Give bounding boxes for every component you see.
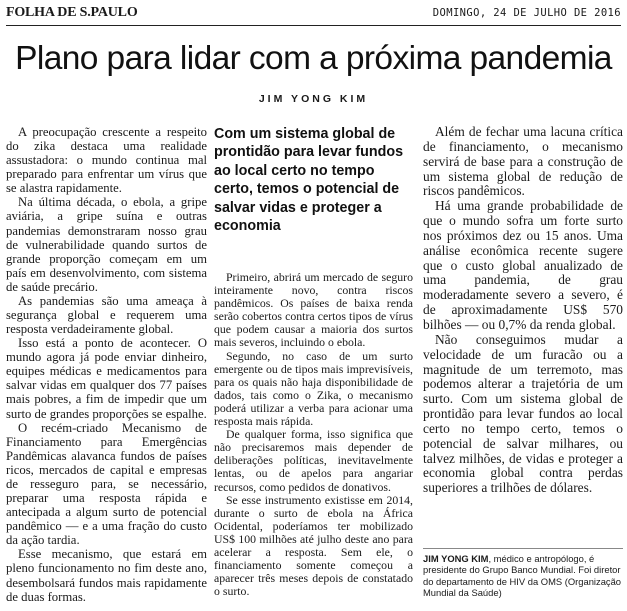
- article-byline: JIM YONG KIM: [258, 93, 369, 105]
- article-headline: Plano para lidar com a próxima pandemia: [15, 40, 612, 77]
- article-column-3: [423, 125, 623, 496]
- body-paragraph: Esse mecanismo, que estará em pleno funcionamento no fim deste ano, desembolsará fundos mais rapidamente de duas formas.: [6, 547, 207, 604]
- body-paragraph: Primeiro, abrirá um mercado de seguro inteiramente novo, contra riscos pandêmicos. Os países de baixa renda serão cobertos contra certos tipos de vírus que podem causar a maioria dos surtos mais severos, incluindo o ebola.: [214, 270, 413, 350]
- masthead: [6, 4, 621, 26]
- body-paragraph: As pandemias são uma ameaça à segurança global e requerem uma resposta verdadeiramente global.: [6, 293, 207, 337]
- body-paragraph: O recém-criado Mecanismo de Financiamento para Emergências Pandêmicas alavanca fundos de países ricos, mercados de capital e empresas de resseguro para, se necessário, preparar uma resposta rápida e antecipada a algum surto de potencial pandêmico — e a uma fração do custo da ação tardia.: [6, 420, 207, 548]
- body-paragraph: Isso está a ponto de acontecer. O mundo agora já pode enviar dinheiro, equipes médicas e medicamentos para salvar vidas em qualquer dos 77 países mais pobres, a fim de impedir que um surto de grandes proporções se espalhe.: [6, 336, 207, 421]
- body-paragraph: De qualquer forma, isso significa que não precisaremos mais depender de deliberações políticas, inevitavelmente lentas, ou de apelos para angariar recursos, como pedidos de donativos.: [214, 427, 413, 494]
- author-bio: [423, 548, 623, 599]
- article-column-2: [214, 271, 413, 598]
- newspaper-name: [6, 5, 138, 21]
- body-paragraph: A preocupação crescente a respeito do zika destaca uma realidade assustadora: o mundo continua mal preparado para enfrentar um vírus que se alastra rapidamente.: [6, 125, 207, 196]
- newspaper-name-text: FOLHA DE S.PAULO: [6, 5, 138, 20]
- body-paragraph: Se esse instrumento existisse em 2014, durante o surto de ebola na África Ocidental, poderíamos ter mobilizado US$ 100 milhões até julho deste ano para acelerar a resposta. Sem ele, o financiamento somente começou a aparecer três meses depois de constatado o surto.: [214, 492, 413, 599]
- edition-date: DOMINGO, 24 DE JULHO DE 2016: [432, 7, 621, 19]
- author-bio-text: , médico e antropólogo, é presidente do Grupo Banco Mundial. Foi diretor do departamento de HIV da OMS (Organização Mundial da Saúde): [423, 553, 622, 599]
- body-paragraph: Não conseguimos mudar a velocidade de um furacão ou a magnitude de um terremoto, mas podemos alterar a trajetória de um surto. Com um sistema global de prontidão para levar fundos ao local certo no tempo certo, temos o potencial de salvar milhares, ou talvez milhões, de vidas e proteger a economia global contra perdas superiores a trilhões de dólares.: [423, 331, 623, 496]
- body-paragraph: Há uma grande probabilidade de que o mundo sofra um forte surto nos próximos dez ou 15 anos. Uma análise econômica recente sugere que o custo global anualizado de uma pandemia, de grau moderadamente severo a severo, é de aproximadamente US$ 570 bilhões — ou 0,7% da renda global.: [423, 198, 623, 332]
- author-bio-name: JIM YONG KIM: [423, 553, 489, 564]
- body-paragraph: Além de fechar uma lacuna crítica de financiamento, o mecanismo servirá de base para a construção de um sistema global de redução de riscos pandêmicos.: [423, 124, 623, 199]
- article-column-1: [6, 125, 207, 604]
- body-paragraph: Na última década, o ebola, a gripe aviária, a gripe suína e outras pandemias demonstraram nosso grau de vulnerabilidade quando surtos de grande proporção começam em um país em desenvolvimento, com sistema de saúde precário.: [6, 195, 207, 294]
- body-paragraph: Segundo, no caso de um surto emergente ou de tipos mais imprevisíveis, para os quais não haja disponibilidade de dados, tais como o Zika, o mecanismo poderá utilizar a verba para acionar uma resposta mais rápida.: [214, 348, 413, 429]
- pull-quote: Com um sistema global de prontidão para levar fundos ao local certo no tempo certo, temos o potencial de salvar vidas e proteger a economia: [214, 126, 404, 235]
